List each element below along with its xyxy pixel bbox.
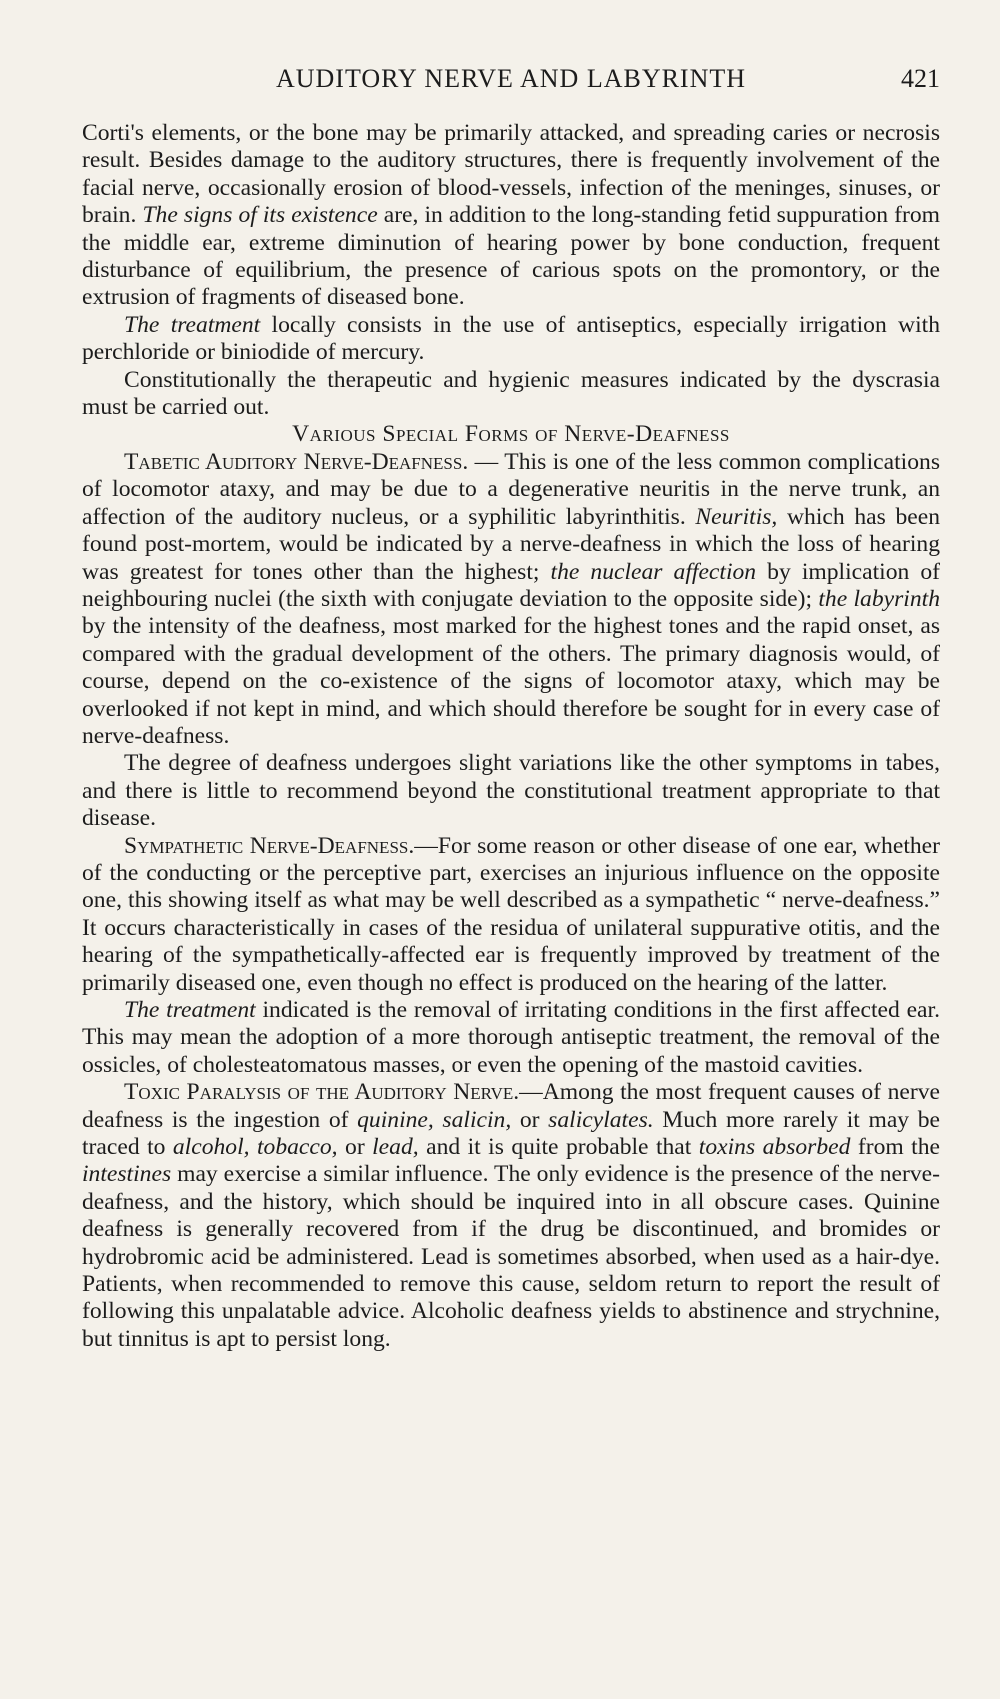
italic-run: salicylates. <box>548 1106 654 1133</box>
page-body <box>82 120 940 1353</box>
text-run: Much more rarely it may be traced to <box>82 1106 940 1161</box>
text-run: locally consists in the use of antiseptics, especially irrigation with perchloride or biniodide of mercury. <box>82 311 940 366</box>
text-run: —For some reason or other disease of one ear, whether of the conducting or the perceptive part, exercises an injurious influence on the opposite one, this showing itself as what may be well described as a sympathetic “ nerve-deafness.” It occurs characteristically in cases of the residua of unilateral suppurative otitis, and the hearing of the sympathetically-affected ear is frequently improved by treatment of the primarily diseased one, even though no effect is produced on the hearing of the latter. <box>82 832 940 996</box>
italic-run: The signs of its existence <box>142 202 378 229</box>
italic-run: quinine, salicin, <box>357 1106 512 1133</box>
text-run: may exercise a similar influence. The only evidence is the presence of the nerve-deafness, and the history, which should be inquired into in all obscure cases. Quinine deafness is generally recovered from if the drug be discontinued, and bromides or hydrobromic acid be administered. Lead is sometimes absorbed, when used as a hair-dye. Patients, when recommended to remove this cause, seldom return to report the result of following this unpalatable advice. Alcoholic deafness yields to abstinence and strychnine, but tinnitus is apt to persist long. <box>82 1161 940 1352</box>
running-head: AUDITORY NERVE AND LABYRINTH <box>275 64 747 93</box>
text-run: are, in addition to the long-standing fetid suppuration from the middle ear, extreme diminution of hearing power by bone conduction, frequent disturbance of equilibrium, the presence of carious spots on the promontory, or the extrusion of fragments of diseased bone. <box>82 202 940 311</box>
text-run: from the <box>850 1134 940 1161</box>
run-in-heading: Sympathetic Nerve-Deafness. <box>124 832 415 859</box>
text-run: The degree of deafness undergoes slight variations like the other symptoms in tabes, and there is little to recommend beyond the constitutional treatment appropriate to that disease. <box>82 750 940 832</box>
text-run: and it is quite probable that <box>418 1134 699 1161</box>
italic-run: Neuritis, <box>695 503 778 530</box>
paragraph <box>82 120 940 312</box>
paragraph <box>82 833 940 997</box>
text-run: which has been found post-mortem, would be indicated by a nerve-deafness in which the loss of hearing was greatest for tones other than the highest; <box>82 503 940 585</box>
text-run: Constitutionally the therapeutic and hygienic measures indicated by the dyscrasia must be carried out. <box>82 366 940 421</box>
paragraph <box>82 312 940 367</box>
paragraph <box>82 449 940 750</box>
section-heading: Various Special Forms of Nerve-Deafness <box>292 421 730 448</box>
italic-run: toxins absorbed <box>698 1134 851 1161</box>
text-run: indicated is the removal of irritating conditions in the first affected ear. This may mean the adoption of a more thorough antiseptic treatment, the removal of the ossicles, of cholesteatomatous masses, or even the opening of the mastoid cavities. <box>82 997 940 1078</box>
paragraph <box>82 750 940 832</box>
italic-run: The treatment <box>124 997 256 1023</box>
paragraph <box>82 997 940 1079</box>
italic-run: lead, <box>372 1134 419 1161</box>
italic-run: the labyrinth <box>818 585 940 612</box>
italic-run: the nuclear affection <box>550 558 757 585</box>
text-run: or <box>511 1106 549 1133</box>
italic-run: The treatment <box>124 311 261 338</box>
text-run: or <box>337 1134 373 1161</box>
text-run: Corti's elements, or the bone may be primarily attacked, and spreading caries or necrosis result. Besides damage to the auditory structures, there is frequently involvement of the facial nerve, occasionally erosion of blood-vessels, infection of the meninges, sinuses, or brain. <box>82 120 940 229</box>
paragraph <box>82 1079 940 1353</box>
page-number: 421 <box>901 64 940 93</box>
run-in-heading: Tabetic Auditory Nerve-Deafness. <box>124 448 469 475</box>
text-run: by the intensity of the deafness, most marked for the highest tones and the rapid onset, as compared with the gradual development of the others. The primary diagnosis would, of course, depend on the co-existence of the signs of locomotor ataxy, which may be overlooked if not kept in mind, and which should therefore be sought for in every case of nerve-deafness. <box>82 613 940 749</box>
text-run: —Among the most frequent causes of nerve deafness is the ingestion of <box>82 1079 940 1133</box>
italic-run: intestines <box>82 1161 172 1188</box>
text-run: by implication of neighbouring nuclei (the sixth with conjugate deviation to the opposite side); <box>82 558 941 612</box>
italic-run: alcohol, tobacco, <box>172 1134 338 1161</box>
paragraph <box>82 367 940 422</box>
text-run: — This is one of the less common complications of locomotor ataxy, and may be due to a degenerative neuritis in the nerve trunk, an affection of the auditory nucleus, or a syphilitic labyrinthitis. <box>82 448 941 530</box>
run-in-heading: Toxic Paralysis of the Auditory Nerve. <box>124 1079 520 1106</box>
page-header <box>82 64 940 104</box>
